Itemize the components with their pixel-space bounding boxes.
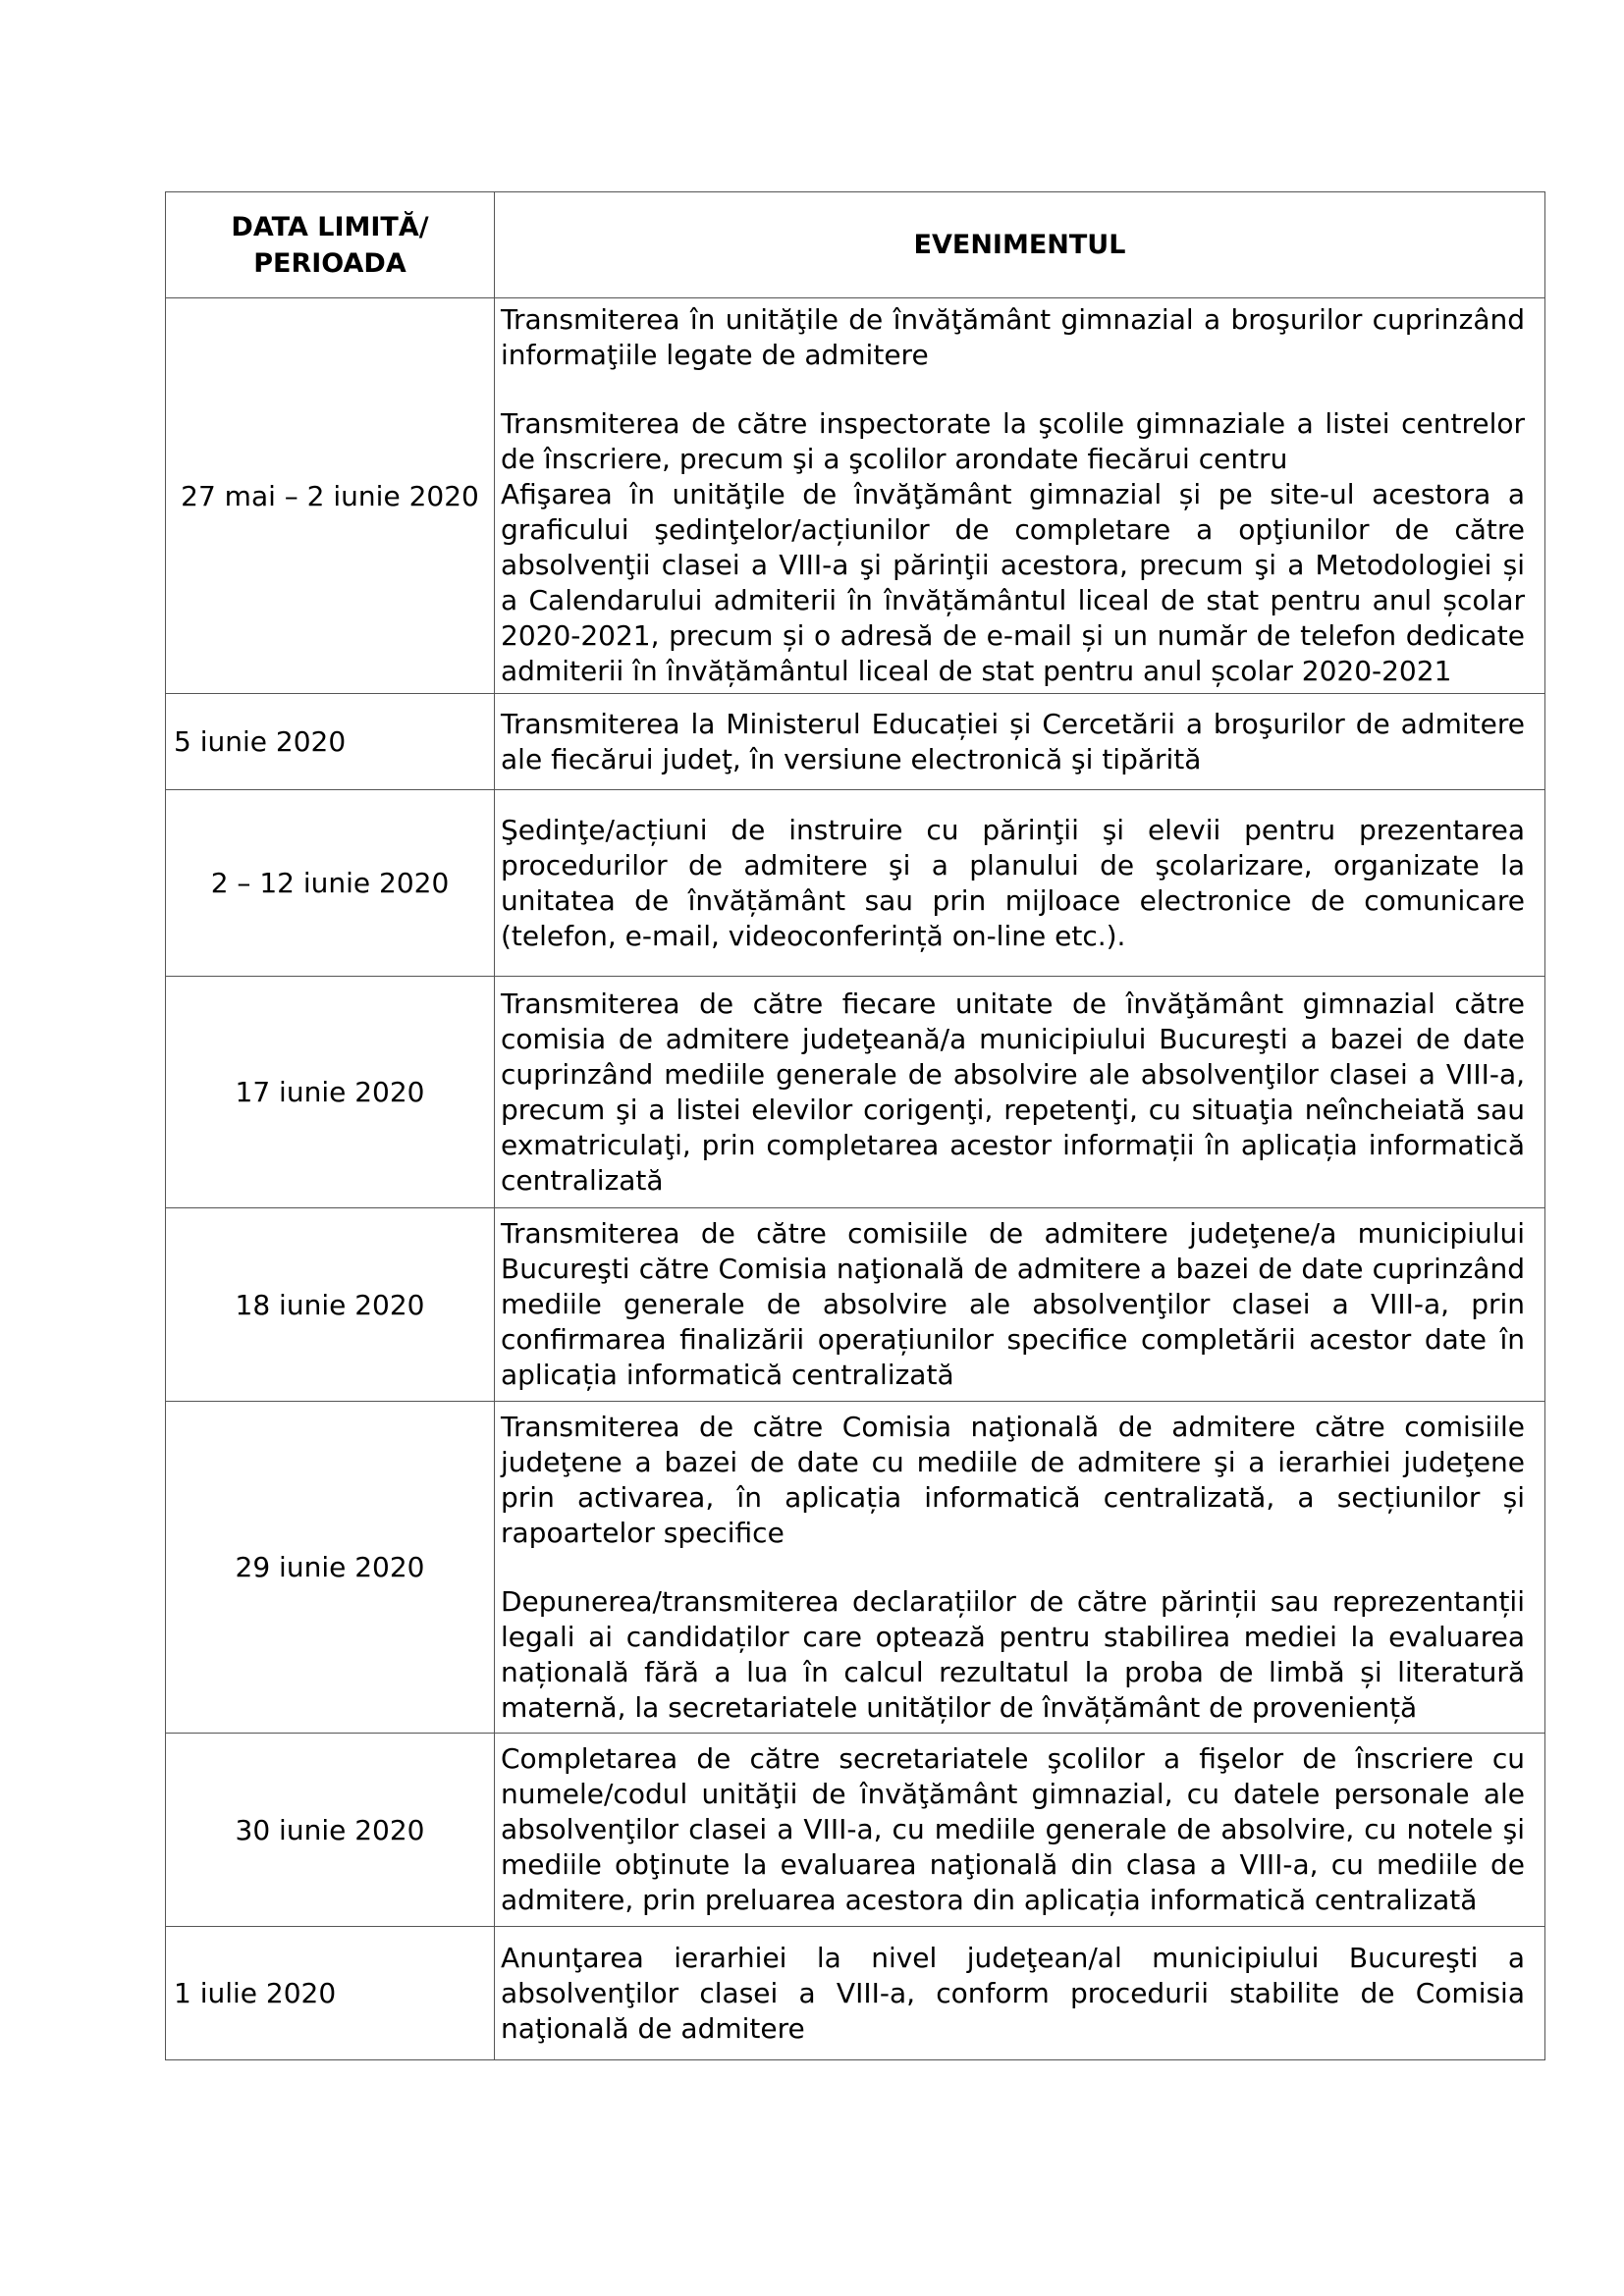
row-date: 30 iunie 2020 — [166, 1734, 495, 1927]
row-event — [495, 1927, 1545, 2060]
row-event — [495, 977, 1545, 1208]
event-text: Transmiterea de către Comisia naţională de admitere către comisiile judeţene a bazei de date cu mediile de admitere şi a ierarhiei judeţene prin activarea, în aplicația informatică centralizată, a secțiunilor și rapoartelor specifice — [501, 1410, 1525, 1549]
table-header-row — [166, 192, 1545, 298]
table-row — [166, 1927, 1545, 2060]
calendar-table — [165, 191, 1545, 2060]
event-text: Transmiterea în unităţile de învăţământ gimnazial a broşurilor cuprinzând informaţiile legate de admitere — [501, 303, 1525, 371]
row-date: 18 iunie 2020 — [166, 1208, 495, 1402]
row-date: 2 – 12 iunie 2020 — [166, 790, 495, 977]
table-row — [166, 790, 1545, 977]
table-row — [166, 1734, 1545, 1927]
row-event — [495, 694, 1545, 790]
row-event — [495, 1734, 1545, 1927]
table-row — [166, 298, 1545, 694]
row-event — [495, 1208, 1545, 1402]
event-text: Şedinţe/acțiuni de instruire cu părinţii şi elevii pentru prezentarea procedurilor de admitere şi a planului de şcolarizare, organizate la unitatea de învățământ sau prin mijloace electronice de comunicare (telefon, e-mail, videoconferință on-line etc.). — [501, 813, 1525, 952]
event-text: Transmiterea la Ministerul Educației și Cercetării a broşurilor de admitere ale fiecărui judeţ, în versiune electronică şi tipărită — [501, 707, 1525, 775]
row-event — [495, 1402, 1545, 1734]
header-date-label: DATA LIMITĂ/ PERIOADA — [231, 211, 429, 279]
row-date: 27 mai – 2 iunie 2020 — [166, 298, 495, 694]
event-text: Anunţarea ierarhiei la nivel judeţean/al municipiului Bucureşti a absolvenţilor clasei a VIII-a, conform procedurii stabilite de Comisia naţională de admitere — [501, 1941, 1525, 2045]
event-text: Afişarea în unităţile de învăţământ gimnazial și pe site-ul acestora a graficului şedinţelor/acțiunilor de completare a opţiunilor de către absolvenţii clasei a VIII-a şi părinţii acestora, precum şi a Metodologiei și a Calendarului admiterii în învățământul liceal de stat pentru anul școlar 2020-2021, precum și o adresă de e-mail și un număr de telefon dedicate admiterii în învățământul liceal de stat pentru anul școlar 2020-2021 — [501, 478, 1525, 687]
row-event — [495, 298, 1545, 694]
event-text: Depunerea/transmiterea declarațiilor de către părinții sau reprezentanții legali ai candidaților care optează pentru stabilirea mediei la evaluarea națională fără a lua în calcul rezultatul la proba de limbă și literatură maternă, la secretariatele unităților de învățământ de proveniență — [501, 1584, 1525, 1724]
row-event — [495, 790, 1545, 977]
event-text: Transmiterea de către comisiile de admitere judeţene/a municipiului Bucureşti către Comisia naţională de admitere a bazei de date cuprinzând mediile generale de absolvire ale absolvenţilor clasei a VIII-a, prin confirmarea finalizării operațiunilor specifice completării acestor date în aplicația informatică centralizată — [501, 1217, 1525, 1391]
row-date: 17 iunie 2020 — [166, 977, 495, 1208]
header-date — [166, 192, 495, 298]
table-row — [166, 1402, 1545, 1734]
table-row — [166, 1208, 1545, 1402]
event-text: Completarea de către secretariatele şcolilor a fişelor de înscriere cu numele/codul unităţii de învăţământ gimnazial, cu datele personale ale absolvenţilor clasei a VIII-a, cu mediile generale de absolvire, cu notele şi mediile obţinute la evaluarea naţională din clasa a VIII-a, cu mediile de admitere, prin preluarea acestora din aplicația informatică centralizată — [501, 1742, 1525, 1916]
row-date: 5 iunie 2020 — [166, 694, 495, 790]
row-date: 29 iunie 2020 — [166, 1402, 495, 1734]
header-event — [495, 192, 1545, 298]
row-date: 1 iulie 2020 — [166, 1927, 495, 2060]
event-text: Transmiterea de către inspectorate la şcolile gimnaziale a listei centrelor de înscriere, precum şi a şcolilor arondate fiecărui centru — [501, 407, 1525, 475]
event-text: Transmiterea de către fiecare unitate de învăţământ gimnazial către comisia de admitere judeţeană/a municipiului Bucureşti a bazei de date cuprinzând mediile generale de absolvire ale absolvenţilor clasei a VIII-a, precum şi a listei elevilor corigenţi, repetenţi, cu situaţia neîncheiată sau exmatriculaţi, prin completarea acestor informații în aplicația informatică centralizată — [501, 987, 1525, 1197]
header-event-label: EVENIMENTUL — [913, 230, 1126, 260]
table-row — [166, 694, 1545, 790]
table-row — [166, 977, 1545, 1208]
